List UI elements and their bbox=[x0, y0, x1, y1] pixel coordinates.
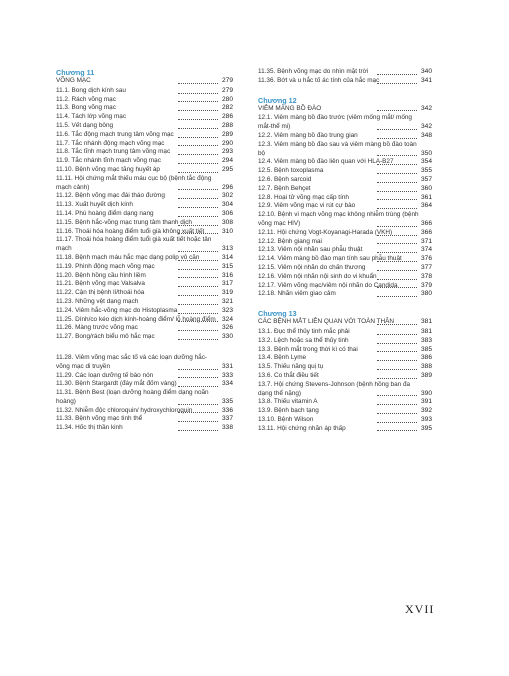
entry-title: 11.32. Nhiễm độc chloroquin/ hydroxychloroquin bbox=[56, 406, 193, 414]
entry-page: 319 bbox=[222, 289, 234, 297]
toc-entry bbox=[258, 290, 441, 299]
entry-page: 321 bbox=[222, 297, 234, 305]
entry-title: 12.11. Hội chứng Vogt-Koyanagi-Harada (VKH) bbox=[258, 228, 393, 236]
chapter-label: Chương 12 bbox=[258, 95, 297, 105]
dot-leader bbox=[377, 296, 417, 297]
entry-page: 354 bbox=[421, 158, 433, 166]
entry-page: 334 bbox=[222, 380, 234, 388]
entry-page: 392 bbox=[421, 407, 433, 415]
dot-leader bbox=[178, 412, 218, 413]
toc-entry bbox=[258, 176, 441, 185]
dot-leader bbox=[178, 216, 218, 217]
entry-page: 381 bbox=[421, 327, 433, 335]
page-number: XVII bbox=[405, 602, 435, 616]
entry-page: 323 bbox=[222, 306, 234, 314]
entry-page: 336 bbox=[222, 406, 234, 414]
entry-title: 12.10. Bệnh vi mạch võng mạc không nhiễm trùng (bệnh võng mạc HIV) bbox=[258, 211, 419, 227]
toc-entry bbox=[56, 354, 242, 372]
dot-leader bbox=[178, 269, 218, 270]
entry-page: 366 bbox=[421, 228, 433, 236]
entry-page: 360 bbox=[421, 184, 433, 192]
dot-leader bbox=[377, 226, 417, 227]
dot-leader bbox=[377, 129, 417, 130]
entry-page: 383 bbox=[421, 336, 433, 344]
entry-title: 13.4. Bệnh Lyme bbox=[258, 354, 307, 362]
toc-entry bbox=[258, 132, 441, 141]
dot-leader bbox=[178, 154, 218, 155]
dot-leader bbox=[377, 378, 417, 379]
entry-page: 390 bbox=[421, 389, 433, 397]
entry-page: 286 bbox=[222, 113, 234, 121]
entry-title: 11.35. Bệnh võng mạc do nhìn mặt trời bbox=[258, 68, 369, 75]
entry-title: 11.23. Những vệt dạng mạch bbox=[56, 297, 139, 305]
entry-title: 12.13. Viêm nội nhãn sau phẫu thuật bbox=[258, 246, 363, 254]
dot-leader bbox=[377, 164, 417, 165]
chapter-label: Chương 11 bbox=[56, 68, 95, 77]
dot-leader bbox=[178, 330, 218, 331]
entry-page: 333 bbox=[222, 371, 234, 379]
entry-title: 12.3. Viêm màng bồ đào sau và viêm màng bồ đào toàn bộ bbox=[258, 140, 417, 157]
entry-page: 386 bbox=[421, 354, 433, 362]
entry-page: 388 bbox=[421, 363, 433, 371]
entry-page: 357 bbox=[421, 175, 433, 183]
dot-leader bbox=[178, 286, 218, 287]
dot-leader bbox=[178, 128, 218, 129]
entry-page: 337 bbox=[222, 415, 234, 423]
entry-page: 316 bbox=[222, 271, 234, 279]
dot-leader bbox=[377, 191, 417, 192]
dot-leader bbox=[377, 110, 417, 111]
toc-entry bbox=[258, 363, 441, 372]
entry-title: 11.21. Bệnh võng mạc Valsalva bbox=[56, 280, 145, 288]
dot-leader bbox=[178, 339, 218, 340]
entry-page: 366 bbox=[421, 219, 433, 227]
toc-entry bbox=[258, 337, 441, 346]
dot-leader bbox=[377, 279, 417, 280]
entry-page: 279 bbox=[222, 86, 234, 94]
entry-page: 324 bbox=[222, 315, 234, 323]
toc-entry bbox=[258, 264, 441, 273]
entry-title: 11.10. Bệnh võng mạc tăng huyết áp bbox=[56, 165, 160, 173]
entry-title: 11.25. Dính/co kéo dịch kính-hoàng điểm/ lỗ hoàng điểm bbox=[56, 315, 216, 323]
dot-leader bbox=[178, 110, 218, 111]
entry-page: 340 bbox=[421, 68, 433, 75]
entry-page: 355 bbox=[421, 167, 433, 175]
entry-page: 342 bbox=[421, 123, 433, 131]
entry-page: 364 bbox=[421, 202, 433, 210]
toc-entry bbox=[258, 255, 441, 264]
dot-leader bbox=[178, 163, 218, 164]
dot-leader bbox=[377, 235, 417, 236]
dot-leader bbox=[377, 261, 417, 262]
toc-entry bbox=[56, 424, 242, 433]
entry-page: 313 bbox=[222, 245, 234, 253]
entry-title: 11.9. Tắc nhánh tĩnh mạch võng mạc bbox=[56, 157, 161, 165]
dot-leader bbox=[377, 243, 417, 244]
entry-page: 361 bbox=[421, 193, 433, 201]
entry-page: 304 bbox=[222, 201, 234, 209]
entry-title: 13.3. Bệnh mắt trong thời kì có thai bbox=[258, 345, 358, 353]
entry-title: 11.1. Bong dịch kính sau bbox=[56, 86, 126, 94]
chapter-title-text: CÁC BỆNH MẮT LIÊN QUAN VỚI TOÀN THÂN bbox=[258, 318, 395, 326]
entry-page: 288 bbox=[222, 121, 234, 129]
entry-page: 280 bbox=[222, 95, 234, 103]
dot-leader bbox=[178, 421, 218, 422]
toc-entry bbox=[258, 407, 441, 416]
entry-page: 294 bbox=[222, 157, 234, 165]
toc-entry bbox=[258, 346, 441, 355]
chapter-title bbox=[258, 105, 441, 114]
entry-page: 338 bbox=[222, 424, 234, 432]
entry-page: 341 bbox=[421, 76, 433, 84]
chapter-block bbox=[258, 96, 441, 300]
entry-title: 13.6. Co thắt điều tiết bbox=[258, 371, 319, 379]
toc-entry bbox=[258, 416, 441, 425]
entry-page: 395 bbox=[421, 424, 433, 432]
entry-page: 308 bbox=[222, 218, 234, 226]
entry-title: 11.19. Phình động mạch võng mạc bbox=[56, 262, 155, 270]
dot-leader bbox=[377, 138, 417, 139]
entry-title: 12.7. Bệnh Behçet bbox=[258, 184, 311, 192]
entry-page: 378 bbox=[421, 272, 433, 280]
entry-page: 377 bbox=[421, 263, 433, 271]
entry-title: 11.29. Các loạn dưỡng tế bào nón bbox=[56, 371, 154, 379]
entry-title: 11.26. Màng trước võng mạc bbox=[56, 324, 138, 332]
chapter-block bbox=[258, 309, 441, 433]
entry-title: 11.31. Bệnh Best (loạn dưỡng hoàng điểm dạng noãn hoàng) bbox=[56, 389, 209, 405]
entry-page: 289 bbox=[222, 130, 234, 138]
dot-leader bbox=[377, 252, 417, 253]
entry-page: 385 bbox=[421, 345, 433, 353]
toc-entries bbox=[56, 87, 242, 433]
entry-title: 12.17. Viêm võng mạc/viêm nội nhãn do Candida bbox=[258, 281, 398, 289]
toc-entry bbox=[56, 96, 242, 105]
entry-title: 12.14. Viêm màng bồ đào mạn tính sau phẫu thuật bbox=[258, 255, 402, 263]
entry-title: 11.20. Bệnh hồng cầu hình liềm bbox=[56, 271, 146, 279]
dot-leader bbox=[377, 430, 417, 431]
toc-entry bbox=[56, 254, 242, 263]
dot-leader bbox=[178, 321, 218, 322]
toc-entry bbox=[56, 236, 242, 254]
dot-leader bbox=[178, 369, 218, 370]
entry-title: 13.8. Thiếu vitamin A bbox=[258, 398, 318, 406]
entry-title: 13.2. Lệch hoặc sa thể thủy tinh bbox=[258, 336, 349, 344]
entry-title: 13.9. Bệnh bạch tạng bbox=[258, 407, 319, 415]
entry-title: 11.33. Bệnh võng mạc tinh thể bbox=[56, 415, 143, 423]
dot-leader bbox=[377, 351, 417, 352]
entry-title: 12.5. Bệnh toxoplasma bbox=[258, 167, 324, 175]
chapter-label: Chương 13 bbox=[258, 309, 297, 319]
toc-entry bbox=[56, 307, 242, 316]
entry-title: 12.4. Viêm màng bồ đào liên quan với HLA-B27 bbox=[258, 158, 394, 166]
toc-entry bbox=[56, 122, 242, 131]
dot-leader bbox=[178, 386, 218, 387]
entry-page: 317 bbox=[222, 280, 234, 288]
entry-title: 11.12. Bệnh võng mạc đái tháo đường bbox=[56, 192, 165, 200]
dot-leader bbox=[178, 260, 218, 261]
toc-entry bbox=[258, 114, 441, 132]
toc-entry bbox=[56, 272, 242, 281]
toc-entry bbox=[56, 298, 242, 307]
entry-page: 374 bbox=[421, 246, 433, 254]
dot-leader bbox=[377, 360, 417, 361]
toc-entry bbox=[56, 148, 242, 157]
dot-leader bbox=[377, 199, 417, 200]
toc-entry bbox=[56, 324, 242, 333]
dot-leader bbox=[178, 233, 218, 234]
entry-page: 282 bbox=[222, 104, 234, 112]
entry-page: 296 bbox=[222, 183, 234, 191]
chapter-title bbox=[258, 318, 441, 327]
chapter-page: 381 bbox=[421, 318, 433, 326]
toc-entry bbox=[56, 113, 242, 122]
entry-title: 11.36. Bớt và u hắc tố ác tính của hắc mạc bbox=[258, 76, 380, 84]
entry-title: 11.15. Bệnh hắc-võng mạc trung tâm thanh dịch bbox=[56, 218, 192, 226]
entry-title: 11.27. Bong/rách biểu mô hắc mạc bbox=[56, 333, 155, 341]
entry-title: 13.11. Hội chứng nhãn áp thấp bbox=[258, 424, 346, 432]
entry-page: 290 bbox=[222, 139, 234, 147]
dot-leader bbox=[178, 189, 218, 190]
chapter-title bbox=[56, 77, 242, 86]
entry-page: 302 bbox=[222, 192, 234, 200]
dot-leader bbox=[377, 83, 417, 84]
dot-leader bbox=[178, 198, 218, 199]
toc-entry bbox=[56, 104, 242, 113]
dot-leader bbox=[178, 430, 218, 431]
entry-title: 11.16. Thoái hóa hoàng điểm tuổi già không xuất tiết bbox=[56, 227, 205, 235]
toc-entry bbox=[258, 273, 441, 282]
toc-entry bbox=[56, 289, 242, 298]
entry-title: 11.4. Tách lớp võng mạc bbox=[56, 113, 127, 121]
entry-title: 11.13. Xuất huyết dịch kính bbox=[56, 201, 133, 209]
dot-leader bbox=[377, 395, 417, 396]
dot-leader bbox=[377, 182, 417, 183]
entry-title: 11.3. Bong võng mạc bbox=[56, 104, 116, 112]
entry-page: 326 bbox=[222, 324, 234, 332]
entry-title: 13.10. Bệnh Wilson bbox=[258, 415, 314, 423]
dot-leader bbox=[178, 145, 218, 146]
dot-leader bbox=[178, 172, 218, 173]
toc-entry bbox=[56, 219, 242, 228]
dot-leader bbox=[377, 422, 417, 423]
entry-title: 12.8. Hoại tử võng mạc cấp tính bbox=[258, 193, 349, 201]
toc-entry bbox=[258, 158, 441, 167]
chapter-title-text: VIÊM MÀNG BỒ ĐÀO bbox=[258, 104, 322, 112]
entry-title: 11.11. Hội chứng mắt thiếu máu cục bộ (bệnh tắc động mạch cảnh) bbox=[56, 174, 212, 191]
toc-entry bbox=[56, 380, 242, 389]
toc-entry bbox=[56, 333, 242, 342]
entry-title: 13.5. Thiếu năng quị tụ bbox=[258, 363, 324, 371]
toc-entry bbox=[56, 263, 242, 272]
entry-title: 11.34. Hốc thị thần kinh bbox=[56, 424, 123, 432]
dot-leader bbox=[178, 313, 218, 314]
entry-page: 293 bbox=[222, 148, 234, 156]
dot-leader bbox=[377, 334, 417, 335]
dot-leader bbox=[178, 83, 218, 84]
chapter-list bbox=[258, 96, 441, 434]
dot-leader bbox=[178, 277, 218, 278]
dot-leader bbox=[178, 119, 218, 120]
toc-left-column bbox=[56, 68, 242, 433]
entry-page: 335 bbox=[222, 397, 234, 405]
toc-entry bbox=[56, 166, 242, 175]
dot-leader bbox=[178, 251, 218, 252]
toc-entries bbox=[258, 68, 441, 86]
entry-title: 13.7. Hội chứng Stevens-Johnson (bệnh hồng ban đa dạng thể nặng) bbox=[258, 380, 411, 397]
dot-leader bbox=[178, 304, 218, 305]
entry-title: 13.1. Đục thể thủy tinh mắc phải bbox=[258, 327, 350, 335]
dot-leader bbox=[377, 404, 417, 405]
entry-page: 380 bbox=[421, 290, 433, 298]
toc-entry bbox=[258, 398, 441, 407]
toc-entry bbox=[258, 425, 441, 434]
entry-title: 12.12. Bệnh giang mai bbox=[258, 237, 322, 245]
entry-title: 12.18. Nhãn viêm giao cảm bbox=[258, 290, 336, 298]
toc-entry bbox=[258, 185, 441, 194]
entry-page: 350 bbox=[421, 149, 433, 157]
entry-page: 310 bbox=[222, 227, 234, 235]
toc-entry bbox=[258, 194, 441, 203]
entry-page: 331 bbox=[222, 362, 234, 370]
dot-leader bbox=[377, 270, 417, 271]
toc-entry bbox=[258, 167, 441, 176]
dot-leader bbox=[178, 93, 218, 94]
dot-leader bbox=[377, 155, 417, 156]
entry-title: 12.16. Viêm nội nhãn nội sinh do vi khuẩn bbox=[258, 272, 377, 280]
entry-title: 11.6. Tắc động mạch trung tâm võng mạc bbox=[56, 130, 174, 138]
entry-page: 315 bbox=[222, 262, 234, 270]
toc-entry bbox=[258, 282, 441, 291]
chapter-title-text: VÕNG MẠC bbox=[56, 77, 91, 84]
toc-entry bbox=[56, 87, 242, 96]
entry-title: 12.15. Viêm nội nhãn do chấn thương bbox=[258, 263, 366, 271]
toc-entry bbox=[56, 210, 242, 219]
dot-leader bbox=[178, 377, 218, 378]
dot-leader bbox=[377, 208, 417, 209]
entry-page: 393 bbox=[421, 415, 433, 423]
dot-leader bbox=[377, 324, 417, 325]
dot-leader bbox=[178, 225, 218, 226]
entry-title: 11.28. Viêm võng mạc sắc tố và các loạn dưỡng hắc-võng mạc di truyền bbox=[56, 353, 208, 370]
dot-leader bbox=[377, 173, 417, 174]
entry-title: 12.2. Viêm màng bồ đào trung gian bbox=[258, 131, 358, 139]
entry-page: 330 bbox=[222, 333, 234, 341]
entry-title: 12.9. Viêm võng mạc vi rút cự bào bbox=[258, 202, 356, 210]
toc-entry bbox=[258, 77, 441, 86]
entry-title: 11.8. Tắc tĩnh mạch trung tâm võng mạc bbox=[56, 148, 171, 156]
toc-entry bbox=[56, 192, 242, 201]
dot-leader bbox=[178, 404, 218, 405]
toc-entry bbox=[258, 354, 441, 363]
chapter-page: 342 bbox=[421, 104, 433, 112]
dot-leader bbox=[377, 343, 417, 344]
dot-leader bbox=[178, 101, 218, 102]
dot-leader bbox=[178, 295, 218, 296]
entry-title: 11.7. Tắc nhánh động mạch võng mạc bbox=[56, 139, 165, 147]
entry-page: 295 bbox=[222, 165, 234, 173]
dot-leader bbox=[377, 369, 417, 370]
entry-page: 379 bbox=[421, 281, 433, 289]
entry-title: 11.2. Rách võng mạc bbox=[56, 95, 116, 103]
entry-title: 11.24. Viêm hắc-võng mạc do Histoplasma bbox=[56, 306, 178, 314]
dot-leader bbox=[377, 74, 417, 75]
dot-leader bbox=[377, 287, 417, 288]
entry-title: 11.5. Vết dạng bông bbox=[56, 121, 114, 129]
toc-entry bbox=[258, 202, 441, 211]
toc-entry bbox=[56, 415, 242, 424]
toc-entry bbox=[258, 229, 441, 238]
entry-page: 376 bbox=[421, 255, 433, 263]
toc-entry bbox=[56, 280, 242, 289]
toc-entry bbox=[258, 381, 441, 399]
toc-entry bbox=[258, 211, 441, 229]
toc-entry bbox=[258, 372, 441, 381]
toc-entry bbox=[56, 372, 242, 381]
entry-title: 11.18. Bệnh mạch máu hắc mạc dạng polip vô căn bbox=[56, 253, 200, 261]
entry-title: 12.1. Viêm màng bồ đào trước (viêm mống mắt/ mống mắt-thể mi) bbox=[258, 114, 412, 131]
dot-leader bbox=[178, 137, 218, 138]
entry-page: 389 bbox=[421, 371, 433, 379]
toc-entry bbox=[258, 328, 441, 337]
entry-title: 11.22. Cận thị bệnh lí/thoái hóa bbox=[56, 289, 145, 297]
toc-entry bbox=[258, 141, 441, 159]
entry-page: 371 bbox=[421, 237, 433, 245]
entry-page: 348 bbox=[421, 131, 433, 139]
entry-title: 12.6. Bệnh sarcoid bbox=[258, 175, 312, 183]
dot-leader bbox=[377, 413, 417, 414]
toc-entry bbox=[56, 175, 242, 193]
entry-page: 314 bbox=[222, 253, 234, 261]
toc-entry bbox=[56, 131, 242, 140]
entry-title: 11.30. Bệnh Stargardt (đáy mắt đốm vàng) bbox=[56, 380, 177, 388]
toc-entry bbox=[258, 246, 441, 255]
chapter-page: 279 bbox=[222, 77, 234, 84]
toc-right-column bbox=[258, 68, 441, 433]
toc-entry bbox=[56, 157, 242, 166]
toc-entry bbox=[56, 316, 242, 325]
entry-page: 391 bbox=[421, 398, 433, 406]
entry-page: 306 bbox=[222, 209, 234, 217]
toc-entry bbox=[258, 68, 441, 77]
dot-leader bbox=[178, 207, 218, 208]
toc-entry bbox=[56, 201, 242, 210]
entry-title: 11.17. Thoái hóa hoàng điểm tuổi già xuất tiết hoặc tân mạch bbox=[56, 236, 212, 253]
toc-entry bbox=[56, 389, 242, 407]
entry-title: 11.14. Phù hoàng điểm dạng nang bbox=[56, 209, 154, 217]
